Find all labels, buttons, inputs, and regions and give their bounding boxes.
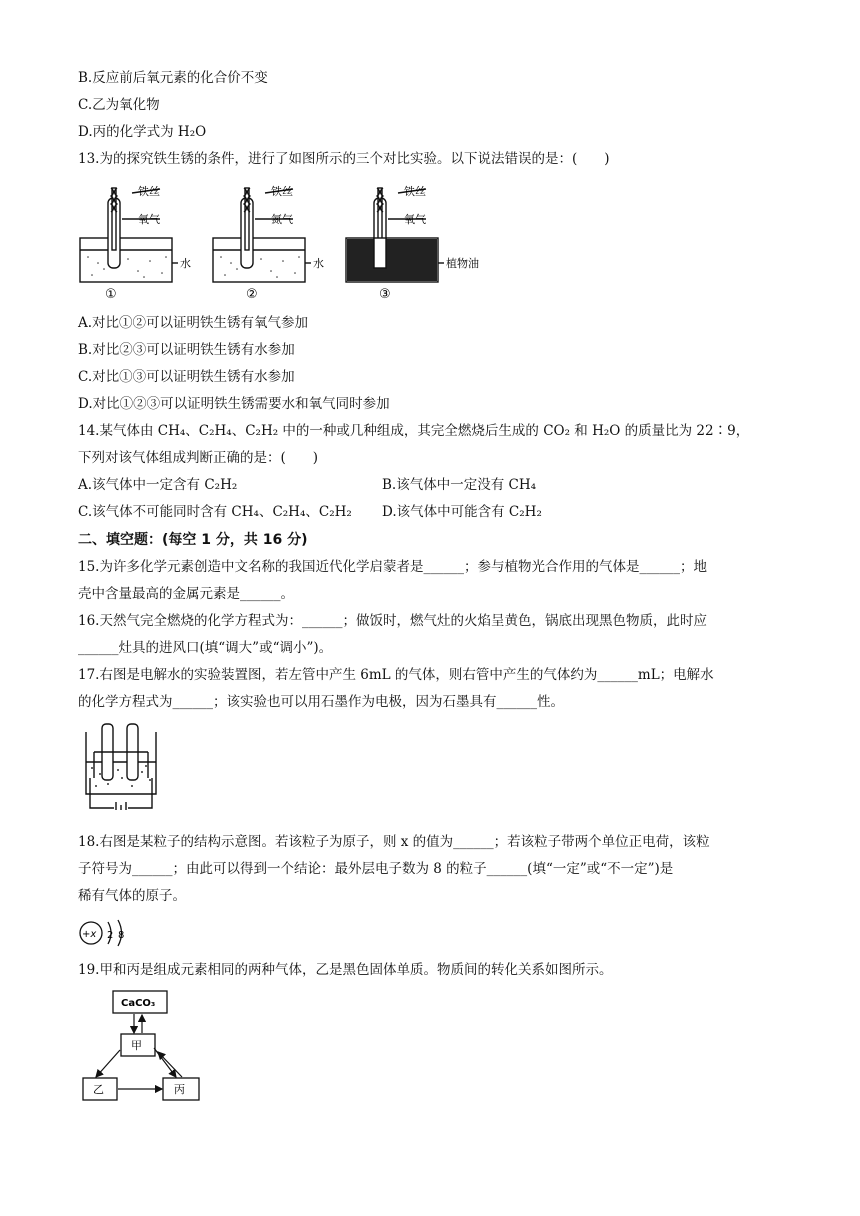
- q18-line3: 稀有气体的原子。: [78, 888, 186, 904]
- q13-option-b: B.对比②③可以证明铁生锈有水参加: [78, 342, 295, 358]
- q17-electrolysis-apparatus-figure: [80, 718, 162, 810]
- q13-stem: 13.为的探究铁生锈的条件，进行了如图所示的三个对比实验。以下说法错误的是：( ): [78, 151, 610, 167]
- q18-shell2-count: 8: [118, 930, 125, 941]
- q18-line2: 子符号为______；由此可以得到一个结论：最外层电子数为 8 的粒子______(填“一定”或“不一定”)是: [78, 861, 674, 877]
- q14-option-a: A.该气体中一定含有 C₂H₂: [78, 477, 238, 493]
- q18-line1: 18.右图是某粒子的结构示意图。若该粒子为原子，则 x 的值为______；若该粒子带两个单位正电荷，该粒: [78, 834, 710, 850]
- q19-conversion-diagram: [80, 988, 206, 1110]
- q19-line1: 19.甲和丙是组成元素相同的两种气体，乙是黑色固体单质。物质间的转化关系如图所示。: [78, 962, 613, 978]
- q13-rust-experiment-figure: [78, 183, 518, 305]
- q13-label-wire-3: 铁丝: [404, 185, 426, 198]
- q14-option-b: B.该气体中一定没有 CH₄: [382, 477, 537, 493]
- q15-line2: 壳中含量最高的金属元素是______。: [78, 586, 294, 602]
- q19-caco3-label: CaCO₃: [121, 998, 156, 1009]
- q13-label-nitrogen-2: 氮气: [271, 213, 293, 226]
- q14-option-c: C.该气体不可能同时含有 CH₄、C₂H₄、C₂H₂: [78, 504, 352, 520]
- q12-option-b: B.反应前后氧元素的化合价不变: [78, 70, 268, 86]
- q13-label-water-1: 水: [180, 257, 191, 270]
- q13-label-wire-2: 铁丝: [271, 185, 293, 198]
- q13-label-oxygen-1: 氧气: [138, 213, 160, 226]
- q13-number-3: ③: [379, 287, 391, 302]
- q14-stem-line1: 14.某气体由 CH₄、C₂H₄、C₂H₂ 中的一种或几种组成，其完全燃烧后生成的 CO₂ 和 H₂O 的质量比为 22∶9，: [78, 423, 750, 439]
- q12-option-c: C.乙为氧化物: [78, 97, 160, 113]
- q19-jia-label: 甲: [131, 1039, 142, 1052]
- q13-label-water-2: 水: [313, 257, 324, 270]
- q18-particle-structure-figure: [78, 915, 134, 951]
- q13-label-oil-3: 植物油: [446, 257, 479, 270]
- q14-stem-line2: 下列对该气体组成判断正确的是：( ): [78, 450, 319, 466]
- q13-option-d: D.对比①②③可以证明铁生锈需要水和氧气同时参加: [78, 396, 390, 412]
- q14-option-d: D.该气体中可能含有 C₂H₂: [382, 504, 542, 520]
- section-2-heading: 二、填空题：(每空 1 分，共 16 分): [78, 532, 308, 548]
- q13-option-c: C.对比①③可以证明铁生锈有水参加: [78, 369, 295, 385]
- q19-bing-label: 丙: [174, 1083, 185, 1096]
- q12-option-d: D.丙的化学式为 H₂O: [78, 124, 207, 140]
- q18-shell1-count: 2: [107, 930, 114, 941]
- q19-yi-label: 乙: [93, 1083, 104, 1096]
- q16-line1: 16.天然气完全燃烧的化学方程式为：______；做饭时，燃气灶的火焰呈黄色，锅底出现黑色物质，此时应: [78, 613, 707, 629]
- q18-nucleus-label: +x: [82, 929, 97, 940]
- q13-number-1: ①: [105, 287, 117, 302]
- q13-label-wire-1: 铁丝: [138, 185, 160, 198]
- q16-line2: ______灶具的进风口(填“调大”或“调小”)。: [78, 640, 333, 656]
- q17-line2: 的化学方程式为______；该实验也可以用石墨作为电极，因为石墨具有______性。: [78, 694, 564, 710]
- q17-line1: 17.右图是电解水的实验装置图，若左管中产生 6mL 的气体，则右管中产生的气体约为______mL；电解水: [78, 667, 714, 683]
- q13-option-a: A.对比①②可以证明铁生锈有氧气参加: [78, 315, 309, 331]
- q13-label-oxygen-3: 氧气: [404, 213, 426, 226]
- q15-line1: 15.为许多化学元素创造中文名称的我国近代化学启蒙者是______；参与植物光合作用的气体是______；地: [78, 559, 707, 575]
- q13-number-2: ②: [246, 287, 258, 302]
